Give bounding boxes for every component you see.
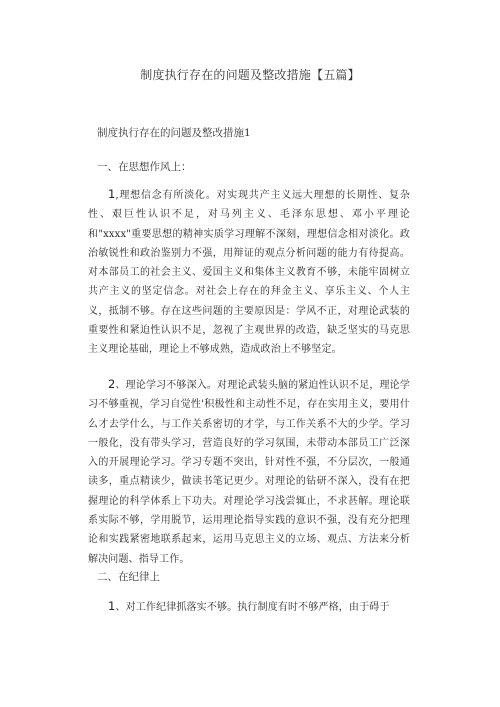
paragraph-3 (88, 597, 410, 617)
document-subtitle: 制度执行存在的问题及整改措施1 (97, 127, 251, 139)
paragraph-1-text: ,理想信念有所淡化。对实现共产主义远大理想的长期性、复杂性、艰巨性认识不足，对马列主义、毛泽东思想、邓小平理论和"xxxx"重要思想的精神实质学习理解不深刻，理想信念相对淡化。政治敏锐性和政治鉴别力不强，用辩证的观点分析问题的能力有待提高。对本部员工的社会主义、爱国主义和集体主义教育不够，未能牢固树立共产主义的坚定信念。对社会上存在的拜金主义、享乐主义、个人主义，抵制不够。存在这些问题的主要原因是：学风不正，对理论武装的重要性和紧迫性认识不足，忽视了主观世界的改造，缺乏坚实的马克思主义理论基础，理论上不够成熟，造成政治上不够坚定。 (88, 190, 410, 356)
paragraph-3-text: 、对工作纪律抓落实不够。执行制度有时不够严格，由于碍于 (115, 602, 390, 613)
paragraph-2-number: 2 (108, 377, 116, 391)
document-title: 制度执行存在的问题及整改措施【五篇】 (140, 68, 360, 82)
paragraph-2 (88, 375, 410, 569)
paragraph-1-number: 1 (108, 187, 116, 201)
paragraph-3-number: 1 (108, 599, 116, 613)
section-heading-ideology: 一、在思想作风上： (97, 161, 192, 173)
section-heading-discipline: 二、在纪律上 (97, 571, 160, 583)
paragraph-1 (88, 185, 410, 360)
paragraph-2-text: 、理论学习不够深入。对理论武装头脑的紧迫性认识不足，理论学习不够重视，学习自觉性'积极性和主动性不足，存在实用主义，要用什么才去学什么，与工作关系密切的才学，与工作关系不大的少学。学习一般化，没有带头学习，营造良好的学习氛围，未带动本部员工广泛深入的开展理论学习。学习专题不突出，针对性不强，不分层次，一般通读多，重点精读少，做读书笔记更少。对理论的钻研不深入，没有在把握理论的科学体系上下功夫。对理论学习浅尝辄止，不求甚解。理论联系实际不够，学用脱节，运用理论指导实践的意识不强，没有充分把理论和实践紧密地联系起来，运用马克思主义的立场、观点、方法来分析解决问题、指导工作。 (88, 380, 410, 565)
